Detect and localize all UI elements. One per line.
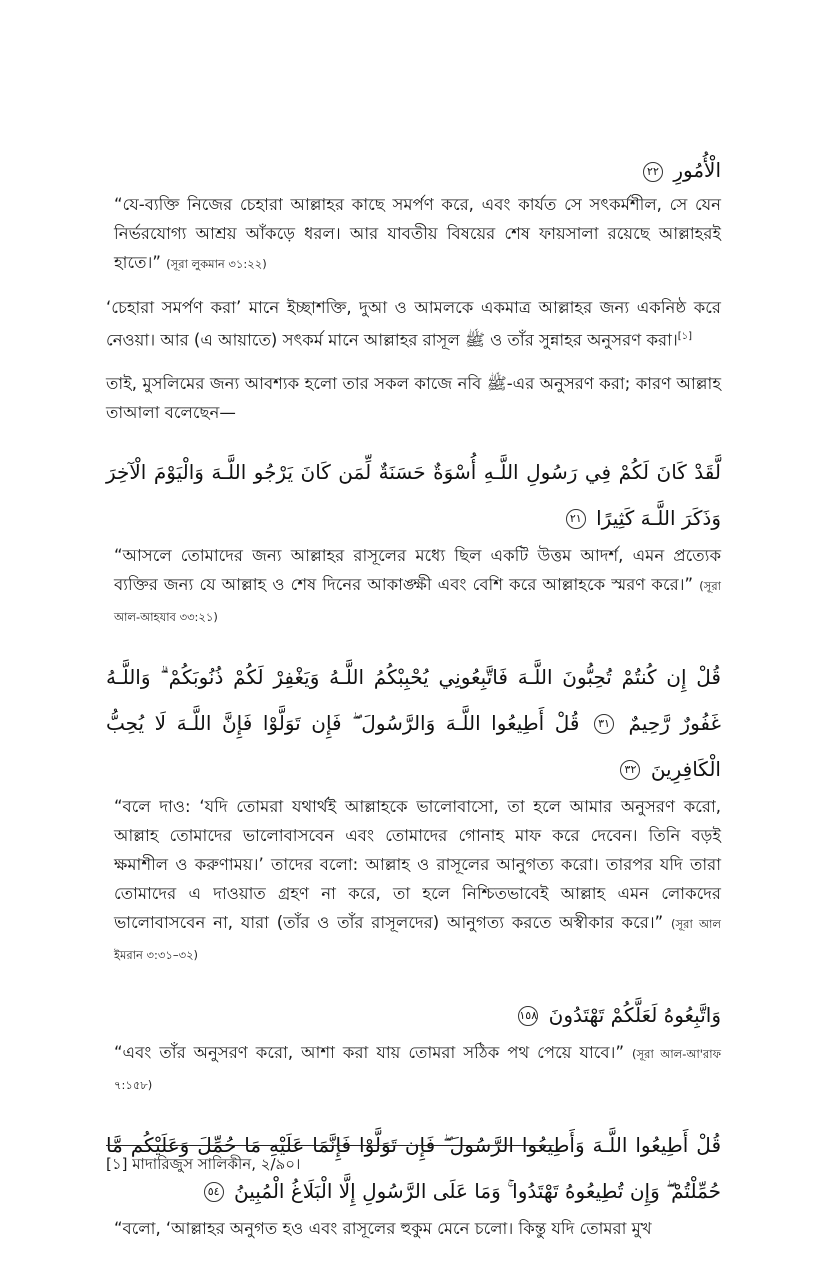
verse-number-icon: ٣١ bbox=[594, 714, 614, 734]
arabic-verse-2 bbox=[106, 449, 721, 541]
footnote-marker[interactable]: [১] bbox=[677, 331, 693, 342]
translation-2 bbox=[106, 541, 721, 632]
verse-number-icon: ٥٤ bbox=[204, 1182, 224, 1202]
intro-text: তাই, মুসলিমের জন্য আবশ্যক হলো তার সকল কাজে নবি ﷺ-এর অনুসরণ করা; কারণ আল্লাহ তাআলা বলেছেন— bbox=[106, 373, 721, 422]
verse-number-icon: ٢٢ bbox=[643, 162, 663, 182]
footnote-divider bbox=[106, 1145, 554, 1146]
page-body bbox=[106, 150, 721, 1243]
arabic-text: لَّقَدْ كَانَ لَكُمْ فِي رَسُولِ اللَّـهِ أُسْوَةٌ حَسَنَةٌ لِّمَن كَانَ يَرْجُو اللَّـهَ وَالْيَوْمَ الْآخِرَ وَذَكَرَ اللَّـهَ كَثِيرًا bbox=[106, 459, 721, 530]
arabic-text: الْأُمُورِ bbox=[673, 158, 721, 182]
translation-3 bbox=[106, 792, 721, 970]
translation-text: “বলো, ‘আল্লাহর অনুগত হও এবং রাসূলের হুকুম মেনে চলো। কিন্তু যদি তোমরা মুখ bbox=[114, 1218, 652, 1238]
verse-number-icon: ٣٢ bbox=[620, 760, 640, 780]
arabic-text-2: قُلْ أَطِيعُوا اللَّـهَ وَالرَّسُولَ ۖ فَإِن تَوَلَّوْا فَإِنَّ اللَّـهَ لَا يُحِبُّ الْكَافِرِينَ bbox=[106, 710, 721, 781]
translation-text: “আসলে তোমাদের জন্য আল্লাহর রাসূলের মধ্যে ছিল একটি উত্তম আদর্শ, এমন প্রত্যেক ব্যক্তির জন্য যে আল্লাহ ও শেষ দিনের আকাঙ্ক্ষী এবং বেশি করে আল্লাহকে স্মরণ করে।” bbox=[114, 545, 721, 594]
surah-reference: (সূরা লুকমান ৩১:২২) bbox=[166, 257, 267, 271]
surah-reference: (সূরা আল ইমরান ৩:৩১–৩২) bbox=[114, 916, 721, 962]
arabic-text: قُلْ أَطِيعُوا اللَّـهَ وَأَطِيعُوا الرَّسُولَ ۖ فَإِن تَوَلَّوْا فَإِنَّمَا عَلَيْهِ مَا حُمِّلَ وَعَلَيْكُم مَّا حُمِّلْتُمْ ۖ وَإِن تُطِيعُوهُ تَهْتَدُوا ۚ وَمَا عَلَى الرَّسُولِ إِلَّا الْبَلَاغُ الْمُبِينُ bbox=[106, 1132, 721, 1203]
arabic-verse-3 bbox=[106, 654, 721, 792]
translation-text: “যে-ব্যক্তি নিজের চেহারা আল্লাহর কাছে সমর্পণ করে, এবং কার্যত সে সৎকর্মশীল, সে যেন নির্ভরযোগ্য আশ্রয় আঁকড়ে ধরল। আর যাবতীয় বিষয়ের শেষ ফায়সালা রয়েছে আল্লাহরই হাতে।” bbox=[114, 195, 721, 272]
arabic-verse-1 bbox=[106, 150, 721, 190]
verse-number-icon: ٢١ bbox=[566, 509, 586, 529]
surah-reference: (সূরা আল-আ'রাফ ৭:১৫৮) bbox=[114, 1046, 721, 1092]
arabic-text: وَاتَّبِعُوهُ لَعَلَّكُمْ تَهْتَدُونَ bbox=[548, 1002, 721, 1027]
translation-text: “বলে দাও: ‘যদি তোমরা যথার্থই আল্লাহকে ভালোবাসো, তা হলে আমার অনুসরণ করো, আল্লাহ তোমাদের ভালোবাসবেন এবং তোমাদের গোনাহ মাফ করে দেবেন। তিনি বড়ই ক্ষমাশীল ও করুণাময়।’ তাদের বলো: আল্লাহ ও রাসূলের আনুগত্য করো। তারপর যদি তারা তোমাদের এ দাওয়াত গ্রহণ না করে, তা হলে নিশ্চিতভাবেই আল্লাহ এমন লোকদের ভালোবাসবেন না, যারা (তাঁর ও তাঁর রাসূলদের) আনুগত্য করতে অস্বীকার করে।” bbox=[114, 796, 721, 932]
intro-paragraph bbox=[106, 369, 721, 427]
arabic-verse-4 bbox=[106, 992, 721, 1038]
translation-5 bbox=[106, 1214, 721, 1243]
footnote: [১] মাদারিজুস সালিকীন, ২/৯০। bbox=[106, 1155, 301, 1173]
explanation-paragraph bbox=[106, 293, 721, 355]
translation-4 bbox=[106, 1038, 721, 1100]
arabic-text: قُلْ إِن كُنتُمْ تُحِبُّونَ اللَّـهَ فَاتَّبِعُونِي يُحْبِبْكُمُ اللَّـهُ وَيَغْفِرْ لَكُمْ ذُنُوبَكُمْ ۗ وَاللَّـهُ غَفُورٌ رَّحِيمٌ bbox=[106, 664, 721, 735]
explanation-text: ‘চেহারা সমর্পণ করা’ মানে ইচ্ছাশক্তি, দুআ ও আমলকে একমাত্র আল্লাহর জন্য একনিষ্ঠ করে নেওয়া। আর (এ আয়াতে) সৎকর্ম মানে আল্লাহর রাসূল ﷺ ও তাঁর সুন্নাহর অনুসরণ করা। bbox=[106, 298, 721, 350]
verse-number-icon: ١٥٨ bbox=[518, 1006, 538, 1026]
surah-reference: (সূরা আল-আহযাব ৩৩:২১) bbox=[114, 578, 721, 624]
translation-text: “এবং তাঁর অনুসরণ করো, আশা করা যায় তোমরা সঠিক পথ পেয়ে যাবে।” bbox=[114, 1042, 625, 1062]
translation-1 bbox=[106, 190, 721, 279]
